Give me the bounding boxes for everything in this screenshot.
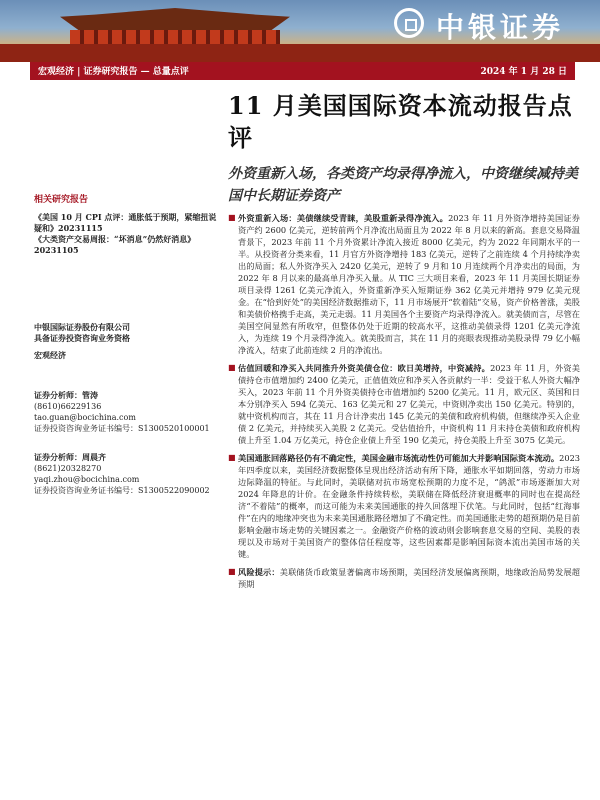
analyst-name: 证券分析师：管涛 [34, 390, 98, 400]
bank-logo-icon [394, 8, 424, 38]
body-paragraph [228, 212, 580, 356]
related-report-item[interactable]: 《大类资产交易周报：“坏消息”仍然好消息》20231105 [34, 234, 196, 255]
body-paragraph [228, 362, 580, 446]
analyst-phone: (8621)20328270 [34, 464, 102, 473]
analyst-name: 证券分析师：周晨齐 [34, 452, 106, 462]
analyst-1 [34, 390, 219, 434]
body-paragraph [228, 452, 580, 560]
paragraph-lead: 风险提示： [238, 567, 280, 577]
related-reports [34, 195, 219, 256]
brand-text: 中银证券 [436, 11, 565, 44]
analyst-cert: 证券投资咨询业务证书编号：S1300520100001 [34, 424, 210, 433]
square-bullet-icon: ■ [228, 363, 236, 372]
square-bullet-icon: ■ [228, 567, 236, 576]
analyst-email[interactable]: tao.guan@bocichina.com [34, 413, 136, 422]
analyst-email[interactable]: yaqi.zhou@bocichina.com [34, 475, 140, 484]
paragraph-lead: 外资重新入场：美债继续受青睐，美股重新录得净流入。 [238, 213, 449, 223]
page-title: 11 月美国国际资本流动报告点评 [228, 91, 573, 152]
header-banner [0, 0, 600, 62]
paragraph-text: 美联储货币政策显著偏离市场预期，美国经济发展偏离预期，地缘政治局势发展超预期 [238, 567, 580, 589]
report-date: 2024 年 1 月 28 日 [480, 67, 567, 77]
analyst-cert: 证券投资咨询业务证书编号：S1300522090002 [34, 486, 210, 495]
square-bullet-icon: ■ [228, 453, 236, 462]
analyst-2 [34, 452, 219, 496]
page-subtitle: 外资重新入场，各类资产均录得净流入，中资继续减持美国中长期证券资产 [228, 166, 578, 204]
body-paragraph [228, 566, 580, 590]
analyst-phone: (8610)66229136 [34, 402, 102, 411]
paragraph-text: 2023 年 11 月，外资美债持仓市值增加约 2400 亿美元，正值值效应和净买入各贡献约一半：受益于私人外资大幅净买入，2023 年前 11 个月外资美债持仓市值增加约 5200 亿美元。11 月，欧元区、英国和日本分别净买入 594 亿美元、163 亿美元和 27 亿美元，中资则净卖出 150 亿美元。特别的，就中资机构而言，其在 11 月合计净卖出 145 亿美元的美债和政府机构债，但继续净买入企业债 2 亿美元，并持续买入美股 2 亿美元。受估值抬升，中资机构 11 月末持仓美债和政府机构债上升至 1.04 万亿美元，持仓企业债上升至 190 亿美元，持仓美股上升至 3075 亿美元。 [238, 363, 580, 445]
related-heading: 相关研究报告 [34, 195, 89, 205]
brand-logo [388, 4, 600, 44]
paragraph-text: 2023 年四季度以来，美国经济数据整体呈现出经济活动有所下降，通胀水平如期回落，劳动力市场边际降温的特征。与此同时，美联储对抗市场宽松预期的力度不足，“鸽派”市场逐渐加大对 2024 年降息的计价。在金融条件持续转松，美联储在降低经济衰退概率的同时也在提高经济“不着陆”的概率，而这可能为未来美国通胀的持久回落埋下伏笔。与此同时，包括“红海事件”在内的地缘冲突也为未来美国通胀路径增加了不确定性。而美国通胀走势的超预期仍是目前影响金融市场走势的关键因素之一。金融资产价格的波动则会影响套息交易的空间、美股的表现以及市场对于美国资产的整体信任程度等，这些因素都是影响国际资本流出美国市场的关键。 [238, 453, 580, 559]
related-report-item[interactable]: 《美国 10 月 CPI 点评：通胀低于预期，紧缩扭说疑和》20231115 [34, 212, 217, 233]
paragraph-lead: 美国通胀回落路径仍有不确定性，美国金融市场流动性仍可能加大并影响国际资本流动。 [238, 453, 560, 463]
palace-roof-image [60, 8, 290, 30]
report-body [228, 212, 580, 596]
company-qualification: 具备证券投资咨询业务资格 [34, 333, 130, 343]
palace-wall-image [0, 44, 600, 62]
company-name: 中银国际证券股份有限公司 [34, 322, 130, 332]
category-bar [30, 62, 575, 80]
paragraph-lead: 估值回暖和净买入共同推升外资美债仓位：欧日美增持，中资减持。 [238, 363, 491, 373]
company-info [34, 322, 219, 361]
breadcrumb: 宏观经济 | 证券研究报告 — 总量点评 [38, 67, 189, 77]
paragraph-text: 2023 年 11 月外资净增持美国证券资产约 2600 亿美元，逆转前两个月净流出局面且为 2022 年 8 月以来的新高。套息交易降温背景下，2023 年前 11 个月外资累计净流入接近 8000 亿美元，约为 2022 年同期水平的一半。从投资者分类来看，11 月官方外资净增持 183 亿美元，逆转了之前连续 4 个月持续净卖出的局面；私人外资净买入 2420 亿美元，逆转了 9 月和 10 月连续两个月净卖出的局面，为 2022 年 8 月以来的最高单月净买入量。从 TIC 三大项目来看，2023 年 11 月美国长期证券项目录得 1261 亿美元净流入，外资重新净买入短期证券 362 亿美元并增持 979 亿美元现金。在“恰到好处”的美国经济数据推动下，11 月市场展开“软着陆”交易，资产价格普涨，美股和美债价格携手走高，美元走弱。11 月美国各个主要资产均录得净流入。就美债而言，尽管在美国空间显然有所收窄，但整体仍处于近期的较高水平，这推动美债录得 1201 亿美元净流入，为连续 19 个月录得净流入。就美股而言，其在 11 月的亮眼表现推动美股录得 79 亿小幅净流入，结束了此前连续 2 月的净流出。 [238, 213, 580, 355]
sector-label: 宏观经济 [34, 350, 66, 360]
palace-columns-image [70, 30, 280, 44]
square-bullet-icon: ■ [228, 213, 236, 222]
